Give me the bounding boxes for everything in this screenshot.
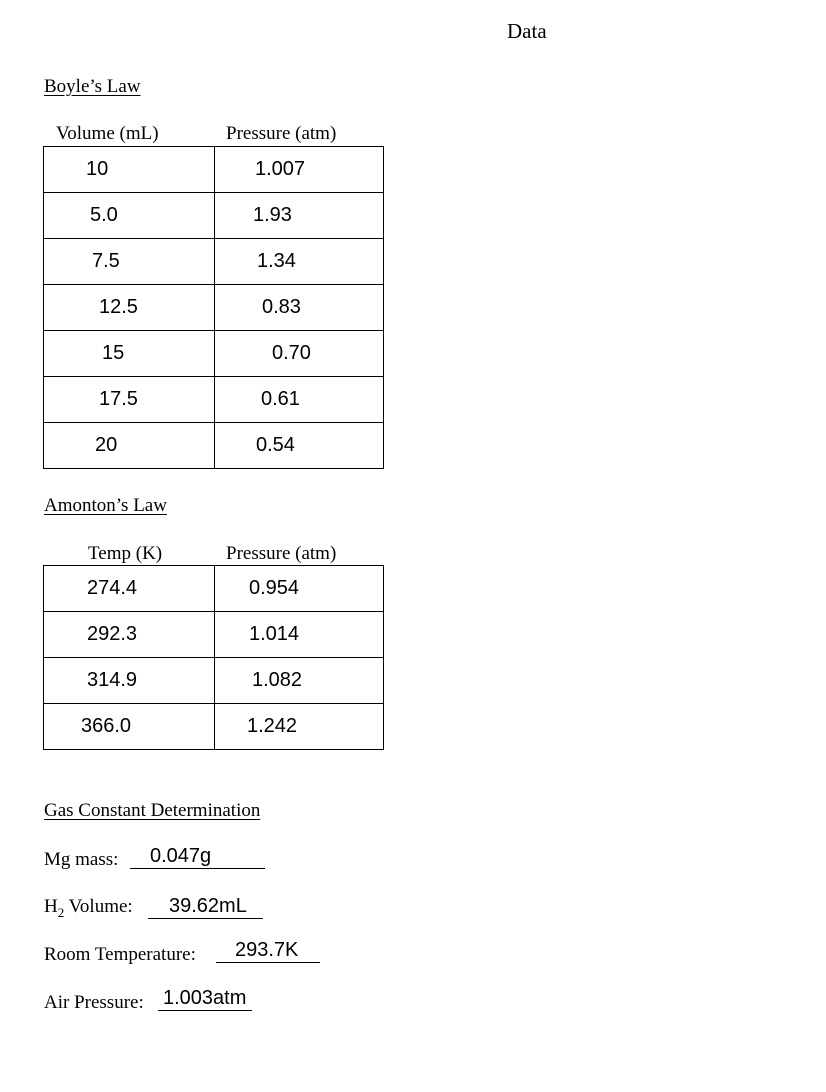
pressure-cell: 1.007 <box>255 158 306 180</box>
volume-cell: 10 <box>86 158 109 180</box>
table-row <box>44 423 384 469</box>
h2-volume-field <box>148 895 263 919</box>
amontons-law-heading: Amonton’s Law <box>44 495 167 516</box>
pressure-cell: 0.54 <box>256 434 295 456</box>
pressure-cell: 0.83 <box>262 296 301 318</box>
page-title: Data <box>507 19 547 43</box>
pressure-cell: 0.70 <box>272 342 311 364</box>
table-row <box>44 377 384 423</box>
air-pressure-label: Air Pressure: <box>44 992 144 1013</box>
volume-cell: 15 <box>102 342 125 364</box>
air-pressure-field <box>158 987 252 1011</box>
boyles-law-heading: Boyle’s Law <box>44 76 141 97</box>
temp-cell: 292.3 <box>87 623 138 645</box>
amontons-law-table <box>43 565 384 750</box>
table-row <box>44 147 384 193</box>
gas-constant-heading: Gas Constant Determination <box>44 800 261 821</box>
pressure-cell: 0.61 <box>261 388 300 410</box>
pressure-cell: 1.93 <box>253 204 292 226</box>
table-row <box>44 193 384 239</box>
room-temperature-label: Room Temperature: <box>44 944 196 965</box>
pressure-cell: 1.242 <box>247 715 298 737</box>
mg-mass-label: Mg mass: <box>44 849 119 870</box>
boyle-pressure-header: Pressure (atm) <box>226 123 337 144</box>
table-row <box>44 704 384 750</box>
table-row <box>44 331 384 377</box>
boyles-law-table <box>43 146 384 469</box>
volume-cell: 5.0 <box>90 204 118 226</box>
pressure-cell: 1.34 <box>257 250 296 272</box>
room-temperature-field <box>216 939 320 963</box>
temp-cell: 274.4 <box>87 577 138 599</box>
volume-cell: 7.5 <box>92 250 120 272</box>
table-row <box>44 285 384 331</box>
amonton-pressure-header: Pressure (atm) <box>226 543 337 564</box>
volume-cell: 17.5 <box>99 388 138 410</box>
h2-volume-value: 39.62mL <box>169 895 247 917</box>
temp-cell: 366.0 <box>81 715 132 737</box>
pressure-cell: 0.954 <box>249 577 300 599</box>
temp-cell: 314.9 <box>87 669 138 691</box>
volume-cell: 12.5 <box>99 296 138 318</box>
pressure-cell: 1.082 <box>252 669 303 691</box>
mg-mass-value: 0.047g <box>150 845 212 867</box>
table-row <box>44 239 384 285</box>
table-row <box>44 658 384 704</box>
h2-volume-label: $H_2$ Volume: <box>44 896 133 920</box>
room-temperature-value: 293.7K <box>235 939 299 961</box>
amonton-temp-header: Temp (K) <box>88 543 163 564</box>
boyle-volume-header: Volume (mL) <box>56 123 159 144</box>
pressure-cell: 1.014 <box>249 623 300 645</box>
table-row <box>44 612 384 658</box>
table-row <box>44 566 384 612</box>
volume-cell: 20 <box>95 434 118 456</box>
air-pressure-value: 1.003atm <box>163 987 247 1009</box>
mg-mass-field <box>130 845 265 869</box>
